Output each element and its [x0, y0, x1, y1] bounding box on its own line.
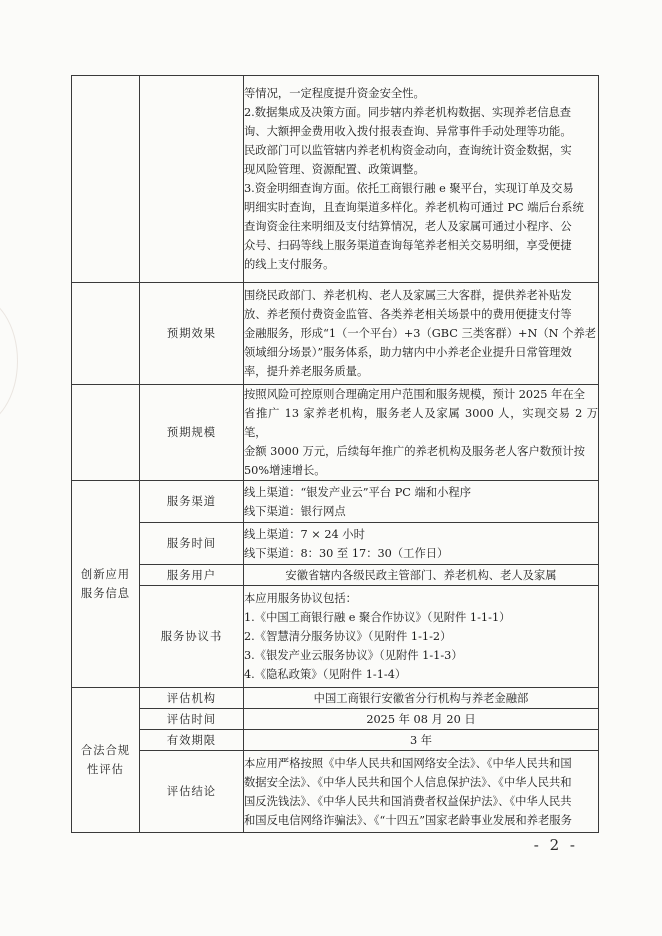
service-channel-label: 服务渠道 — [140, 481, 244, 523]
text-line: 查询资金往来明细及支付结算情况，老人及家属可通过小程序、公 — [244, 220, 572, 233]
text-line: 民政部门可以监管辖内养老机构资金动向，查询统计资金数据，实 — [244, 144, 572, 157]
service-agreement-label: 服务协议书 — [140, 586, 244, 688]
text-line: 50%增速增长。 — [244, 464, 326, 477]
text-line: 国反洗钱法》、《中华人民共和国消费者权益保护法》、《中华人民共 — [244, 794, 572, 808]
service-info-category — [72, 481, 140, 688]
category-label-line: 合法合规 — [80, 744, 131, 757]
category-cell-empty — [72, 385, 140, 481]
table-row-assessment-date — [72, 709, 599, 730]
text-line: 率，提升养老服务质量。 — [244, 365, 369, 378]
text-line: 数据安全法》、《中华人民共和国个人信息保护法》、《中华人民共和 — [244, 775, 572, 789]
validity-label: 有效期限 — [140, 730, 244, 751]
text-line: 按照风险可控原则合理确定用户范围和服务规模，预计 2025 年在全 — [244, 388, 585, 401]
assessment-date-value: 2025 年 08 月 20 日 — [244, 709, 599, 730]
table-row-validity — [72, 730, 599, 751]
text-line: 2.数据集成及决策方面。同步辖内养老机构数据、实现养老信息查 — [244, 106, 572, 119]
table-row-service-time — [72, 523, 599, 565]
text-line: 现风险管理、资源配置、政策调整。 — [244, 163, 425, 176]
text-line: 本应用服务协议包括： — [244, 592, 357, 605]
service-users-value: 安徽省辖内各级民政主管部门、养老机构、老人及家属 — [244, 565, 599, 586]
table-row-function-continuation — [72, 76, 599, 283]
table-row-expected-effect — [72, 283, 599, 385]
text-line: 领域细分场景）”服务体系，助力辖内中小养老企业提升日常管理效 — [244, 346, 572, 359]
table-row-service-channel — [72, 481, 599, 523]
text-line: 众号、扫码等线上服务渠道查询每笔养老相关交易明细，享受便捷 — [244, 239, 572, 252]
validity-value: 3 年 — [244, 730, 599, 751]
text-line: 金融服务，形成“1（一个平台）+3（GBC 三类客群）+N（N 个养老 — [244, 327, 597, 340]
agreement-item: 3.《银发产业云服务协议》（见附件 1-1-3） — [244, 649, 463, 662]
service-time-label: 服务时间 — [140, 523, 244, 565]
text-line: 线下渠道：银行网点 — [244, 504, 346, 518]
service-agreement-content — [244, 586, 599, 688]
text-line: 的线上支付服务。 — [244, 258, 335, 271]
expected-effect-content — [244, 283, 599, 385]
expected-scale-content — [244, 385, 599, 481]
expected-scale-label: 预期规模 — [140, 385, 244, 481]
category-cell-empty — [72, 76, 140, 283]
compliance-category — [72, 688, 140, 833]
expected-effect-label: 预期效果 — [140, 283, 244, 385]
category-label-line: 服务信息 — [80, 587, 131, 600]
service-time-content — [244, 523, 599, 565]
text-line: 明细实时查询，且查询渠道多样化。养老机构可通过 PC 端后台系统 — [244, 201, 584, 214]
text-line: 询、大额押金费用收入拨付报表查询、异常事件手动处理等功能。 — [244, 125, 572, 138]
assessment-org-label: 评估机构 — [140, 688, 244, 709]
category-cell-empty — [72, 283, 140, 385]
agreement-item: 4.《隐私政策》（见附件 1-1-4） — [244, 668, 407, 681]
agreement-item: 2.《智慧清分服务协议》（见附件 1-1-2） — [244, 630, 452, 643]
text-line: 围绕民政部门、养老机构、老人及家属三大客群，提供养老补贴发 — [244, 289, 572, 302]
page-number: - 2 - — [533, 836, 578, 854]
conclusion-content — [244, 751, 599, 833]
text-line: 省推广 13 家养老机构，服务老人及家属 3000 人，实现交易 2 万笔， — [244, 407, 598, 439]
application-info-table — [71, 75, 599, 833]
function-detail-cell — [244, 76, 599, 283]
text-line: 线上渠道：7 × 24 小时 — [244, 527, 365, 541]
table-row-conclusion — [72, 751, 599, 833]
assessment-org-value: 中国工商银行安徽省分行机构与养老金融部 — [244, 688, 599, 709]
category-label-line: 性评估 — [87, 763, 124, 776]
table-row-service-agreement — [72, 586, 599, 688]
category-label-line: 创新应用 — [80, 568, 131, 581]
label-cell-empty — [140, 76, 244, 283]
table-row-expected-scale — [72, 385, 599, 481]
service-users-label: 服务用户 — [140, 565, 244, 586]
assessment-date-label: 评估时间 — [140, 709, 244, 730]
text-line: 线下渠道：8：30 至 17：30（工作日） — [244, 546, 449, 560]
seal-stamp-partial — [0, 295, 18, 427]
text-line: 和国反电信网络诈骗法》、《“十四五”国家老龄事业发展和养老服务 — [244, 813, 572, 827]
text-line: 等情况，一定程度提升资金安全性。 — [244, 87, 425, 100]
text-line: 放、养老预付费资金监管、各类养老相关场景中的费用便捷支付等 — [244, 308, 572, 321]
agreement-item: 1.《中国工商银行融 e 聚合作协议》（见附件 1-1-1） — [244, 611, 511, 624]
text-line: 本应用严格按照《中华人民共和国网络安全法》、《中华人民共和国 — [244, 756, 572, 770]
conclusion-label: 评估结论 — [140, 751, 244, 833]
table-row-service-users — [72, 565, 599, 586]
text-line: 金额 3000 万元，后续每年推广的养老机构及服务老人客户数预计按 — [244, 445, 585, 458]
service-channel-content — [244, 481, 599, 523]
text-line: 线上渠道：“银发产业云”平台 PC 端和小程序 — [244, 485, 472, 499]
text-line: 3.资金明细查询方面。依托工商银行融 e 聚平台，实现订单及交易 — [244, 182, 574, 195]
table-row-assessment-org — [72, 688, 599, 709]
